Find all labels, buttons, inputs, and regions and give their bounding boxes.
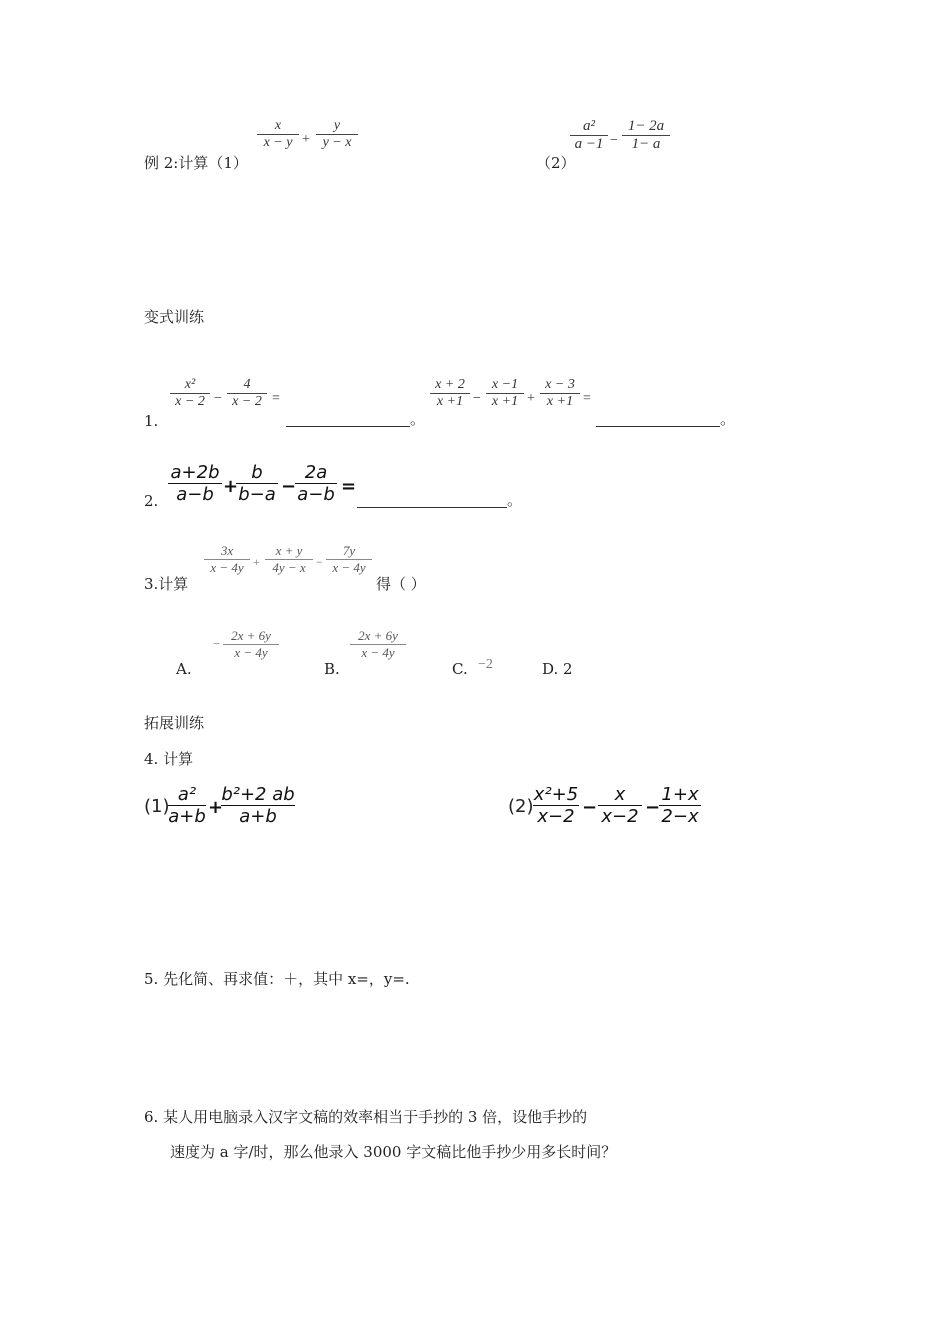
q4-p1-fraction-2: b²+2 ab a+b [221, 784, 295, 827]
q2-fraction-2: b b−a [236, 462, 278, 505]
q6-line-1: 6. 某人用电脑录入汉字文稿的效率相当于手抄的 3 倍，设他手抄的 [144, 1108, 588, 1126]
q1-number: 1. [144, 412, 159, 430]
q1b-fraction-1: x + 2 x +1 [430, 377, 470, 410]
q3-operator-1: + [253, 555, 260, 569]
q3-label: 3.计算 [144, 575, 189, 593]
q3-option-a-fraction: 2x + 6y x − 4y [223, 628, 279, 661]
q3-option-a-sign: − [213, 636, 221, 651]
q3-option-b-fraction: 2x + 6y x − 4y [350, 628, 406, 661]
q1a-equals: = [272, 391, 280, 406]
q4-part1-label: (1) [144, 796, 170, 817]
q2-answer-blank[interactable] [357, 507, 507, 508]
q4-part2-label: (2) [508, 796, 534, 817]
ex2-p1-operator: + [302, 132, 310, 147]
q4-p1-operator: + [208, 797, 224, 818]
q2-period: 。 [507, 491, 523, 509]
q4-p2-operator-1: − [582, 797, 598, 818]
ex2-p1-fraction-1: x x − y [257, 118, 299, 151]
section-title-expand: 拓展训练 [144, 714, 205, 732]
q2-fraction-3: 2a a−b [295, 462, 337, 505]
q3-suffix: 得（ ） [376, 575, 426, 593]
q1a-period: 。 [410, 410, 426, 428]
q1a-answer-blank[interactable] [286, 426, 410, 427]
q1b-fraction-2: x −1 x +1 [486, 377, 524, 410]
q1b-period: 。 [720, 410, 736, 428]
q3-option-c-value: −2 [478, 657, 493, 672]
q1b-fraction-3: x − 3 x +1 [540, 377, 580, 410]
q1a-fraction-1: x² x − 2 [170, 377, 210, 410]
ex2-p2-operator: − [610, 133, 618, 148]
example-2-label: 例 2:计算（1） [144, 154, 248, 172]
q4-p2-operator-2: − [645, 797, 661, 818]
q1b-operator-2: + [527, 391, 535, 406]
q5-text: 5. 先化简、再求值：＋，其中 x=，y=. [144, 970, 410, 988]
ex2-p1-fraction-2: y y − x [316, 118, 358, 151]
ex2-p2-fraction-2: 1− 2a 1− a [622, 118, 670, 153]
q4-p2-fraction-2: x x−2 [598, 784, 642, 827]
q2-fraction-1: a+2b a−b [168, 462, 222, 505]
q3-option-d[interactable]: D. 2 [542, 660, 573, 678]
q1b-equals: = [583, 391, 591, 406]
q3-fraction-2: x + y 4y − x [265, 543, 313, 576]
q2-operator-2: − [281, 476, 297, 497]
q3-option-c-label[interactable]: C. [452, 660, 468, 678]
q4-p2-fraction-1: x²+5 x−2 [533, 784, 579, 827]
q1b-operator-1: − [473, 391, 481, 406]
q3-option-b-label[interactable]: B. [324, 660, 340, 678]
q4-p1-fraction-1: a² a+b [168, 784, 206, 827]
q2-number: 2. [144, 492, 159, 510]
ex2-p2-fraction-1: a² a −1 [570, 118, 608, 153]
example-2-part2-label: （2） [536, 154, 576, 172]
q2-operator-1: + [223, 476, 239, 497]
section-title-variant: 变式训练 [144, 308, 205, 326]
q1a-operator: − [214, 391, 222, 406]
q1a-fraction-2: 4 x − 2 [227, 377, 267, 410]
q1b-answer-blank[interactable] [596, 426, 720, 427]
q2-equals: = [341, 476, 357, 497]
q4-p2-fraction-3: 1+x 2−x [659, 784, 701, 827]
q3-option-a-label[interactable]: A. [176, 660, 192, 678]
q3-operator-2: − [316, 555, 323, 569]
q3-fraction-3: 7y x − 4y [326, 543, 372, 576]
q6-line-2: 速度为 a 字/时，那么他录入 3000 字文稿比他手抄少用多长时间？ [170, 1143, 617, 1161]
q4-label: 4. 计算 [144, 750, 194, 768]
q3-fraction-1: 3x x − 4y [204, 543, 250, 576]
